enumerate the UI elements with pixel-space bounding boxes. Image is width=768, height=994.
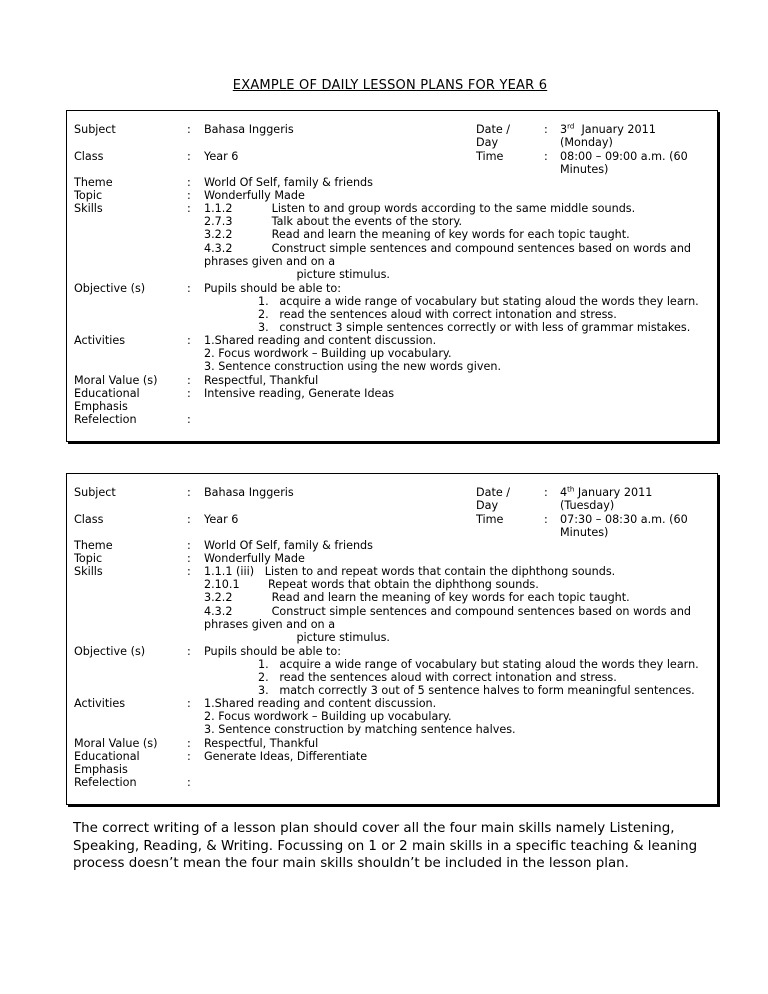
colon-activities: : (187, 334, 191, 347)
colon-theme: : (187, 539, 191, 552)
colon-class: : (187, 150, 191, 163)
skill-line: phrases given and on a (204, 254, 336, 268)
label-objective: Objective (s) (74, 282, 146, 295)
skill-line: 1.1.2 Listen to and group words according to the same middle sounds. (204, 202, 636, 215)
skill-line: 2.7.3 Talk about the events of the story. (204, 215, 463, 229)
time-value: 07:30 – 08:30 a.m. (60 (560, 513, 688, 526)
label-class: Class (74, 513, 104, 526)
label-reflection: Refelection (74, 776, 137, 789)
label-day: Day (476, 499, 499, 512)
date-day: 4 (560, 486, 568, 499)
colon-skills: : (187, 202, 191, 215)
lesson-plan-1 (66, 110, 718, 442)
label-day: Day (476, 136, 499, 149)
colon-time: : (544, 513, 548, 526)
skill-line: 4.3.2 Construct simple sentences and compound sentences based on words and (204, 604, 692, 618)
activity-item: 1.Shared reading and content discussion. (204, 334, 437, 347)
objective-item: 1. acquire a wide range of vocabulary but stating aloud the words they learn. (258, 295, 699, 308)
weekday-value: (Tuesday) (560, 499, 615, 512)
colon-subject: : (187, 486, 191, 499)
skill-line: 4.3.2 Construct simple sentences and compound sentences based on words and (204, 241, 692, 255)
label-date: Date / (476, 123, 511, 136)
date-value (560, 486, 652, 499)
date-day: 3 (560, 123, 568, 136)
objective-item: 3. match correctly 3 out of 5 sentence halves to form meaningful sentences. (258, 684, 695, 698)
label-theme: Theme (74, 176, 113, 189)
time-value: 08:00 – 09:00 a.m. (60 (560, 150, 688, 163)
subject-value: Bahasa Inggeris (204, 486, 294, 499)
colon-theme: : (187, 176, 191, 189)
label-date: Date / (476, 486, 511, 499)
label-emphasis: Emphasis (74, 400, 128, 413)
colon-activities: : (187, 697, 191, 710)
activity-item: 1.Shared reading and content discussion. (204, 697, 437, 710)
objective-item: 3. construct 3 simple sentences correctly or with less of grammar mistakes. (258, 321, 691, 335)
label-educational: Educational (74, 387, 140, 400)
colon-class: : (187, 513, 191, 526)
label-activities: Activities (74, 697, 126, 710)
label-skills: Skills (74, 565, 103, 578)
colon-skills: : (187, 565, 191, 578)
colon-time: : (544, 150, 548, 163)
topic-value: Wonderfully Made (204, 552, 305, 565)
objective-item: 1. acquire a wide range of vocabulary but stating aloud the words they learn. (258, 658, 699, 671)
document-title: EXAMPLE OF DAILY LESSON PLANS FOR YEAR 6 (232, 78, 548, 93)
moral-value: Respectful, Thankful (204, 374, 319, 387)
colon-date: : (544, 123, 548, 136)
date-value (560, 123, 656, 136)
label-time: Time (476, 150, 504, 163)
emphasis-value: Intensive reading, Generate Ideas (204, 387, 395, 400)
label-objective: Objective (s) (74, 645, 146, 658)
time-duration: Minutes) (560, 526, 609, 539)
colon-reflection: : (187, 413, 191, 426)
colon-educational: : (187, 387, 191, 400)
colon-reflection: : (187, 776, 191, 789)
objective-item: 2. read the sentences aloud with correct intonation and stress. (258, 671, 617, 685)
weekday-value: (Monday) (560, 136, 613, 149)
skill-line: 1.1.1 (iii) Listen to and repeat words that contain the diphthong sounds. (204, 565, 616, 578)
objective-intro: Pupils should be able to: (204, 645, 342, 658)
emphasis-value: Generate Ideas, Differentiate (204, 750, 368, 763)
colon-objective: : (187, 282, 191, 295)
label-theme: Theme (74, 539, 113, 552)
label-subject: Subject (74, 123, 116, 136)
label-moral: Moral Value (s) (74, 737, 158, 750)
colon-moral: : (187, 737, 191, 750)
label-topic: Topic (74, 552, 103, 565)
label-activities: Activities (74, 334, 126, 347)
activity-item: 3. Sentence construction by matching sentence halves. (204, 723, 516, 737)
date-month-year: January 2011 (574, 123, 656, 136)
topic-value: Wonderfully Made (204, 189, 305, 202)
label-time: Time (476, 513, 504, 526)
subject-value: Bahasa Inggeris (204, 123, 294, 136)
colon-topic: : (187, 552, 191, 565)
label-educational: Educational (74, 750, 140, 763)
label-moral: Moral Value (s) (74, 374, 158, 387)
label-reflection: Refelection (74, 413, 137, 426)
label-skills: Skills (74, 202, 103, 215)
activity-item: 2. Focus wordwork – Building up vocabulary. (204, 710, 452, 724)
label-topic: Topic (74, 189, 103, 202)
colon-topic: : (187, 189, 191, 202)
activity-item: 3. Sentence construction using the new words given. (204, 360, 501, 374)
date-suffix: th (567, 485, 575, 494)
theme-value: World Of Self, family & friends (204, 539, 373, 552)
colon-moral: : (187, 374, 191, 387)
skill-line: 3.2.2 Read and learn the meaning of key words for each topic taught. (204, 228, 630, 242)
colon-date: : (544, 486, 548, 499)
skill-line: phrases given and on a (204, 617, 336, 631)
theme-value: World Of Self, family & friends (204, 176, 373, 189)
moral-value: Respectful, Thankful (204, 737, 319, 750)
skill-line: 3.2.2 Read and learn the meaning of key words for each topic taught. (204, 591, 630, 605)
colon-educational: : (187, 750, 191, 763)
date-suffix: rd (567, 122, 575, 131)
skill-line: 2.10.1 Repeat words that obtain the diphthong sounds. (204, 578, 539, 592)
objective-intro: Pupils should be able to: (204, 282, 342, 295)
lesson-plan-2 (66, 473, 718, 805)
footer-note: The correct writing of a lesson plan should cover all the four main skills namely Listening, Speaking, Reading, & Writing. Focussing on 1 or 2 main skills in a specific teaching & leaning process doesn’t mean the four main skills shouldn’t be included in the lesson plan. (73, 821, 698, 871)
colon-objective: : (187, 645, 191, 658)
class-value: Year 6 (204, 513, 239, 526)
label-subject: Subject (74, 486, 116, 499)
date-month-year: January 2011 (574, 486, 653, 499)
skill-line: picture stimulus. (204, 631, 390, 644)
label-class: Class (74, 150, 104, 163)
skill-line: picture stimulus. (204, 268, 390, 281)
objective-item: 2. read the sentences aloud with correct intonation and stress. (258, 308, 617, 322)
class-value: Year 6 (204, 150, 239, 163)
colon-subject: : (187, 123, 191, 136)
label-emphasis: Emphasis (74, 763, 128, 776)
activity-item: 2. Focus wordwork – Building up vocabulary. (204, 347, 452, 361)
time-duration: Minutes) (560, 163, 609, 176)
